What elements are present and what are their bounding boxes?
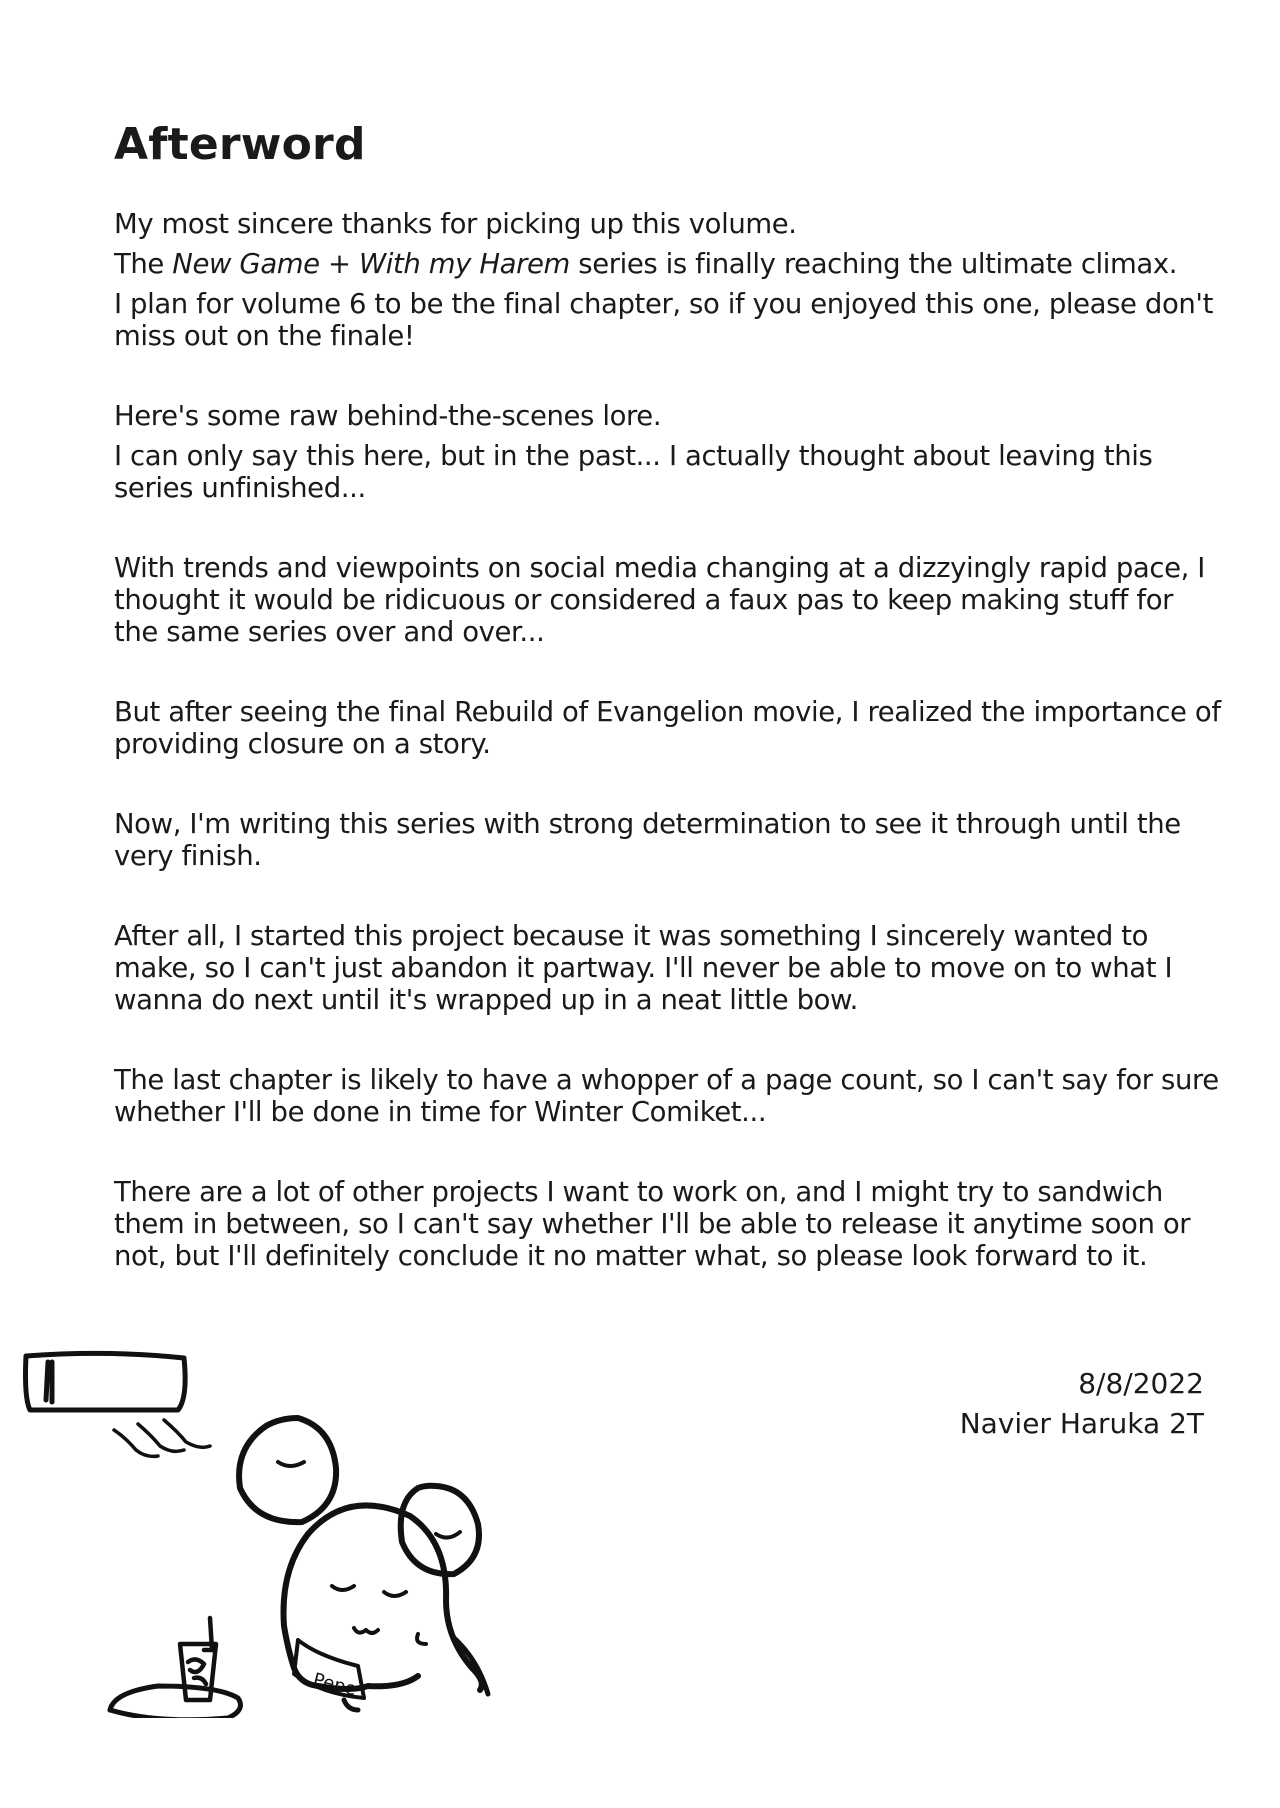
signature-author: Navier Haruka 2T	[959, 1407, 1204, 1440]
air-conditioner-icon	[26, 1353, 186, 1410]
signature-block	[960, 1364, 1204, 1444]
paragraph-social-media: With trends and viewpoints on social media changing at a dizzyingly rapid pace, I thought it would be ridicuous or considered a faux pas to keep making stuff for the same series over and over...	[114, 552, 1206, 648]
paragraph-lore-intro: Here's some raw behind-the-scenes lore.	[114, 400, 662, 432]
paragraph-unfinished: I can only say this here, but in the past... I actually thought about leaving this series unfinished...	[114, 440, 1153, 504]
page-title: Afterword	[114, 119, 366, 170]
paragraph-project-origin: After all, I started this project because it was something I sincerely wanted to make, so I can't just abandon it partway. I'll never be able to move on to what I wanna do next until it's wrapped up in a neat little bow.	[114, 920, 1173, 1016]
mascot-ears	[239, 1418, 479, 1574]
paragraph-final-volume: I plan for volume 6 to be the final chapter, so if you enjoyed this one, please don't miss out on the finale!	[114, 288, 1213, 352]
table-icon	[110, 1686, 240, 1718]
paragraph-thanks: My most sincere thanks for picking up this volume.	[114, 208, 797, 240]
series-climax-text: series is finally reaching the ultimate climax.	[569, 248, 1178, 280]
mascot-face	[332, 1586, 426, 1644]
paragraph-determination: Now, I'm writing this series with strong determination to see it through until the very finish.	[114, 808, 1181, 872]
paragraph-evangelion: But after seeing the final Rebuild of Evangelion movie, I realized the importance of providing closure on a story.	[114, 696, 1221, 760]
signature-date: 8/8/2022	[1078, 1367, 1204, 1400]
bib-label: Pepe	[310, 1669, 359, 1701]
series-title: New Game + With my Harem	[172, 248, 570, 280]
airflow-icon	[114, 1420, 210, 1456]
series-intro-text: The	[114, 248, 173, 280]
mascot-drawing	[18, 1338, 538, 1718]
mascot-illustration	[18, 1338, 538, 1718]
paragraph-series-climax	[114, 248, 1224, 280]
paragraph-last-chapter: The last chapter is likely to have a whopper of a page count, so I can't say for sure whether I'll be done in time for Winter Comiket...	[114, 1064, 1219, 1128]
paragraph-other-projects: There are a lot of other projects I want to work on, and I might try to sandwich them in between, so I can't say whether I'll be able to release it anytime soon or not, but I'll definitely conclude it no matter what, so please look forward to it.	[114, 1176, 1191, 1272]
afterword-body	[114, 208, 1224, 1272]
mascot-body	[284, 1505, 482, 1690]
